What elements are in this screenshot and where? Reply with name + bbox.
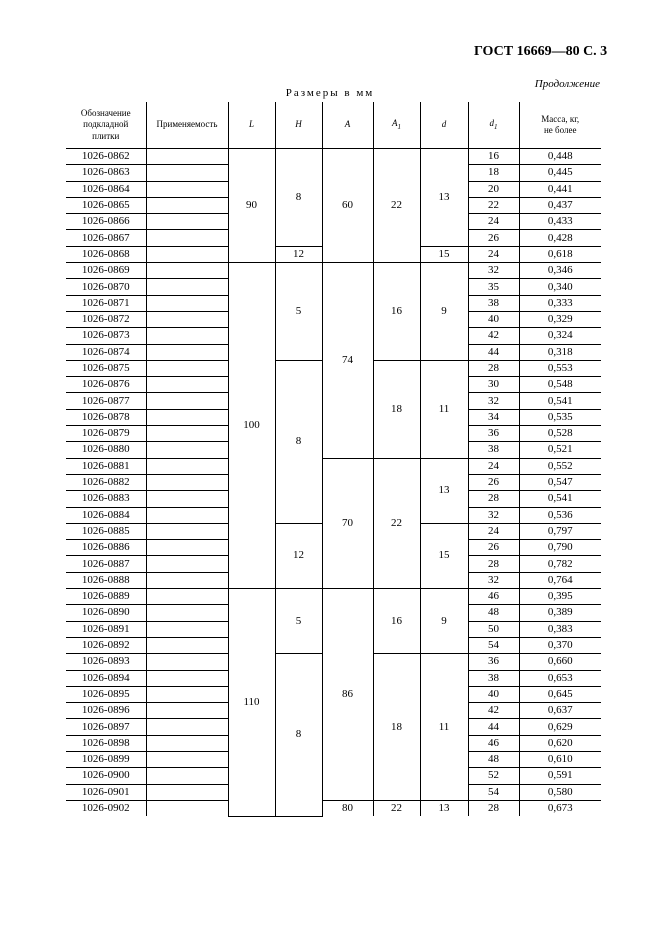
applicability-cell: [146, 719, 228, 735]
designation-cell: 1026-0864: [66, 181, 146, 197]
h-cell: 5: [275, 263, 322, 361]
d1-cell: 22: [468, 197, 519, 213]
mass-cell: 0,433: [519, 214, 601, 230]
d1-cell: 36: [468, 654, 519, 670]
l-cell: 100: [228, 263, 275, 589]
applicability-cell: [146, 572, 228, 588]
applicability-cell: [146, 768, 228, 784]
mass-cell: 0,541: [519, 491, 601, 507]
designation-cell: 1026-0874: [66, 344, 146, 360]
designation-cell: 1026-0883: [66, 491, 146, 507]
h-cell: 8: [275, 360, 322, 523]
units-caption: Размеры в мм: [285, 87, 375, 99]
a1-cell: 22: [373, 800, 420, 816]
table-body: [66, 149, 601, 817]
mass-cell: 0,782: [519, 556, 601, 572]
l-cell: 110: [228, 589, 275, 817]
d1-cell: 24: [468, 214, 519, 230]
mass-cell: 0,536: [519, 507, 601, 523]
applicability-cell: [146, 474, 228, 490]
designation-cell: 1026-0888: [66, 572, 146, 588]
applicability-cell: [146, 686, 228, 702]
a-cell: 86: [322, 589, 373, 801]
mass-cell: 0,395: [519, 589, 601, 605]
d1-cell: 48: [468, 751, 519, 767]
mass-cell: 0,541: [519, 393, 601, 409]
applicability-cell: [146, 328, 228, 344]
designation-cell: 1026-0879: [66, 426, 146, 442]
mass-cell: 0,329: [519, 311, 601, 327]
d-cell: 13: [420, 458, 468, 523]
applicability-cell: [146, 360, 228, 376]
applicability-cell: [146, 654, 228, 670]
applicability-cell: [146, 523, 228, 539]
applicability-cell: [146, 442, 228, 458]
a1-cell: 18: [373, 360, 420, 458]
d1-cell: 46: [468, 735, 519, 751]
d1-cell: 36: [468, 426, 519, 442]
designation-cell: 1026-0884: [66, 507, 146, 523]
applicability-cell: [146, 784, 228, 800]
designation-cell: 1026-0894: [66, 670, 146, 686]
d1-cell: 30: [468, 377, 519, 393]
designation-cell: 1026-0892: [66, 637, 146, 653]
designation-cell: 1026-0863: [66, 165, 146, 181]
document-title: ГОСТ 16669—80 С. 3: [474, 44, 608, 59]
l-cell: 90: [228, 149, 275, 263]
designation-cell: 1026-0887: [66, 556, 146, 572]
d-cell: 15: [420, 523, 468, 588]
applicability-cell: [146, 230, 228, 246]
d-cell: 13: [420, 149, 468, 247]
mass-cell: 0,528: [519, 426, 601, 442]
a1-cell: 22: [373, 458, 420, 588]
mass-cell: 0,580: [519, 784, 601, 800]
designation-cell: 1026-0897: [66, 719, 146, 735]
d1-cell: 26: [468, 230, 519, 246]
applicability-cell: [146, 295, 228, 311]
designation-cell: 1026-0895: [66, 686, 146, 702]
mass-cell: 0,547: [519, 474, 601, 490]
d1-cell: 42: [468, 328, 519, 344]
d1-cell: 18: [468, 165, 519, 181]
h-cell: 8: [275, 149, 322, 247]
d1-cell: 35: [468, 279, 519, 295]
applicability-cell: [146, 735, 228, 751]
applicability-cell: [146, 279, 228, 295]
d1-cell: 32: [468, 263, 519, 279]
mass-cell: 0,790: [519, 540, 601, 556]
applicability-cell: [146, 426, 228, 442]
designation-cell: 1026-0872: [66, 311, 146, 327]
d1-cell: 28: [468, 491, 519, 507]
d-cell: 13: [420, 800, 468, 816]
mass-cell: 0,318: [519, 344, 601, 360]
d-cell: 15: [420, 246, 468, 262]
mass-cell: 0,620: [519, 735, 601, 751]
mass-cell: 0,797: [519, 523, 601, 539]
designation-cell: 1026-0882: [66, 474, 146, 490]
mass-cell: 0,637: [519, 703, 601, 719]
applicability-cell: [146, 589, 228, 605]
mass-cell: 0,346: [519, 263, 601, 279]
mass-cell: 0,535: [519, 409, 601, 425]
header-a: A: [322, 102, 373, 149]
designation-cell: 1026-0878: [66, 409, 146, 425]
applicability-cell: [146, 491, 228, 507]
d1-cell: 54: [468, 637, 519, 653]
d1-cell: 28: [468, 360, 519, 376]
mass-cell: 0,521: [519, 442, 601, 458]
d1-cell: 32: [468, 393, 519, 409]
designation-cell: 1026-0890: [66, 605, 146, 621]
mass-cell: 0,340: [519, 279, 601, 295]
designation-cell: 1026-0870: [66, 279, 146, 295]
d1-cell: 50: [468, 621, 519, 637]
d1-cell: 46: [468, 589, 519, 605]
d1-cell: 44: [468, 719, 519, 735]
applicability-cell: [146, 181, 228, 197]
h-cell: 5: [275, 589, 322, 654]
a1-cell: 16: [373, 263, 420, 361]
d1-cell: 52: [468, 768, 519, 784]
designation-cell: 1026-0869: [66, 263, 146, 279]
header-applicability: Применяемость: [146, 102, 228, 149]
mass-cell: 0,333: [519, 295, 601, 311]
designation-cell: 1026-0896: [66, 703, 146, 719]
d1-cell: 34: [468, 409, 519, 425]
d1-cell: 48: [468, 605, 519, 621]
table-row: [66, 263, 601, 279]
d-cell: 9: [420, 589, 468, 654]
mass-cell: 0,383: [519, 621, 601, 637]
table-row: [66, 800, 601, 816]
designation-cell: 1026-0873: [66, 328, 146, 344]
d1-cell: 38: [468, 295, 519, 311]
designation-cell: 1026-0898: [66, 735, 146, 751]
designation-cell: 1026-0875: [66, 360, 146, 376]
designation-cell: 1026-0881: [66, 458, 146, 474]
designation-cell: 1026-0901: [66, 784, 146, 800]
a1-cell: 22: [373, 149, 420, 263]
designation-cell: 1026-0866: [66, 214, 146, 230]
d1-cell: 42: [468, 703, 519, 719]
table-header-row: [66, 102, 601, 149]
designation-cell: 1026-0899: [66, 751, 146, 767]
mass-cell: 0,645: [519, 686, 601, 702]
h-cell: 12: [275, 523, 322, 588]
designation-cell: 1026-0876: [66, 377, 146, 393]
designation-cell: 1026-0885: [66, 523, 146, 539]
applicability-cell: [146, 377, 228, 393]
designation-cell: 1026-0877: [66, 393, 146, 409]
d1-cell: 26: [468, 474, 519, 490]
applicability-cell: [146, 458, 228, 474]
d1-cell: 28: [468, 556, 519, 572]
applicability-cell: [146, 165, 228, 181]
a-cell: 60: [322, 149, 373, 263]
mass-cell: 0,552: [519, 458, 601, 474]
dimensions-table: [66, 102, 601, 817]
header-h: H: [275, 102, 322, 149]
d1-cell: 40: [468, 686, 519, 702]
applicability-cell: [146, 703, 228, 719]
designation-cell: 1026-0880: [66, 442, 146, 458]
h-cell: 12: [275, 246, 322, 262]
continuation-label: Продолжение: [534, 78, 600, 90]
designation-cell: 1026-0886: [66, 540, 146, 556]
header-d1: $d_1$: [468, 102, 519, 149]
d1-cell: 24: [468, 458, 519, 474]
applicability-cell: [146, 409, 228, 425]
header-d: d: [420, 102, 468, 149]
header-designation: Обозначение подкладной плитки: [66, 102, 146, 149]
mass-cell: 0,660: [519, 654, 601, 670]
designation-cell: 1026-0893: [66, 654, 146, 670]
mass-cell: 0,673: [547, 802, 573, 815]
d1-cell: 40: [468, 311, 519, 327]
mass-cell: 0,618: [519, 246, 601, 262]
mass-cell: 0,610: [519, 751, 601, 767]
applicability-cell: [146, 214, 228, 230]
header-l: L: [228, 102, 275, 149]
header-mass: Масса, кг, не более: [519, 102, 601, 149]
h-cell: 8: [275, 654, 322, 816]
a-cell: 74: [322, 263, 373, 459]
d1-cell: 54: [468, 784, 519, 800]
d1-cell: 32: [468, 507, 519, 523]
a-cell: 70: [322, 458, 373, 588]
d1-cell: 44: [468, 344, 519, 360]
d1-cell: 38: [468, 442, 519, 458]
d-cell: 9: [420, 263, 468, 361]
mass-cell: 0,448: [519, 149, 601, 165]
applicability-cell: [146, 540, 228, 556]
mass-cell: 0,437: [519, 197, 601, 213]
designation-cell: 1026-0889: [66, 589, 146, 605]
mass-cell: 0,324: [519, 328, 601, 344]
applicability-cell: [146, 393, 228, 409]
d1-cell: 38: [468, 670, 519, 686]
mass-cell: 0,428: [519, 230, 601, 246]
mass-cell: 0,629: [519, 719, 601, 735]
designation-cell: 1026-0865: [66, 197, 146, 213]
designation-cell: 1026-0902: [66, 800, 146, 816]
applicability-cell: [146, 311, 228, 327]
applicability-cell: [146, 637, 228, 653]
d1-cell: 26: [468, 540, 519, 556]
d1-cell: 32: [468, 572, 519, 588]
designation-cell: 1026-0871: [66, 295, 146, 311]
mass-cell: 0,591: [519, 768, 601, 784]
table-row: [66, 458, 601, 474]
applicability-cell: [146, 507, 228, 523]
applicability-cell: [146, 800, 228, 816]
d1-cell: 28: [468, 800, 519, 816]
header-a1: $A_1$: [373, 102, 420, 149]
mass-cell: 0,445: [519, 165, 601, 181]
applicability-cell: [146, 605, 228, 621]
designation-cell: 1026-0862: [66, 149, 146, 165]
a1-cell: 18: [373, 654, 420, 801]
applicability-cell: [146, 246, 228, 262]
applicability-cell: [146, 197, 228, 213]
applicability-cell: [146, 149, 228, 165]
designation-cell: 1026-0900: [66, 768, 146, 784]
table-row: [66, 589, 601, 605]
mass-cell: 0,370: [519, 637, 601, 653]
applicability-cell: [146, 344, 228, 360]
applicability-cell: [146, 621, 228, 637]
applicability-cell: [146, 263, 228, 279]
designation-cell: 1026-0867: [66, 230, 146, 246]
applicability-cell: [146, 556, 228, 572]
designation-cell: 1026-0868: [66, 246, 146, 262]
applicability-cell: [146, 670, 228, 686]
mass-cell: 0,764: [519, 572, 601, 588]
designation-cell: 1026-0891: [66, 621, 146, 637]
mass-cell: 0,653: [519, 670, 601, 686]
mass-cell: 0,389: [519, 605, 601, 621]
mass-cell: 0,441: [519, 181, 601, 197]
d1-cell: 20: [468, 181, 519, 197]
mass-cell: 0,553: [519, 360, 601, 376]
d1-cell: 16: [468, 149, 519, 165]
applicability-cell: [146, 751, 228, 767]
mass-cell: 0,548: [519, 377, 601, 393]
d-cell: 11: [420, 654, 468, 801]
d1-cell: 24: [468, 246, 519, 262]
table-row: [66, 149, 601, 165]
d-cell: 11: [420, 360, 468, 458]
a-cell: 80: [322, 800, 373, 816]
a1-cell: 16: [373, 589, 420, 654]
d1-cell: 24: [468, 523, 519, 539]
